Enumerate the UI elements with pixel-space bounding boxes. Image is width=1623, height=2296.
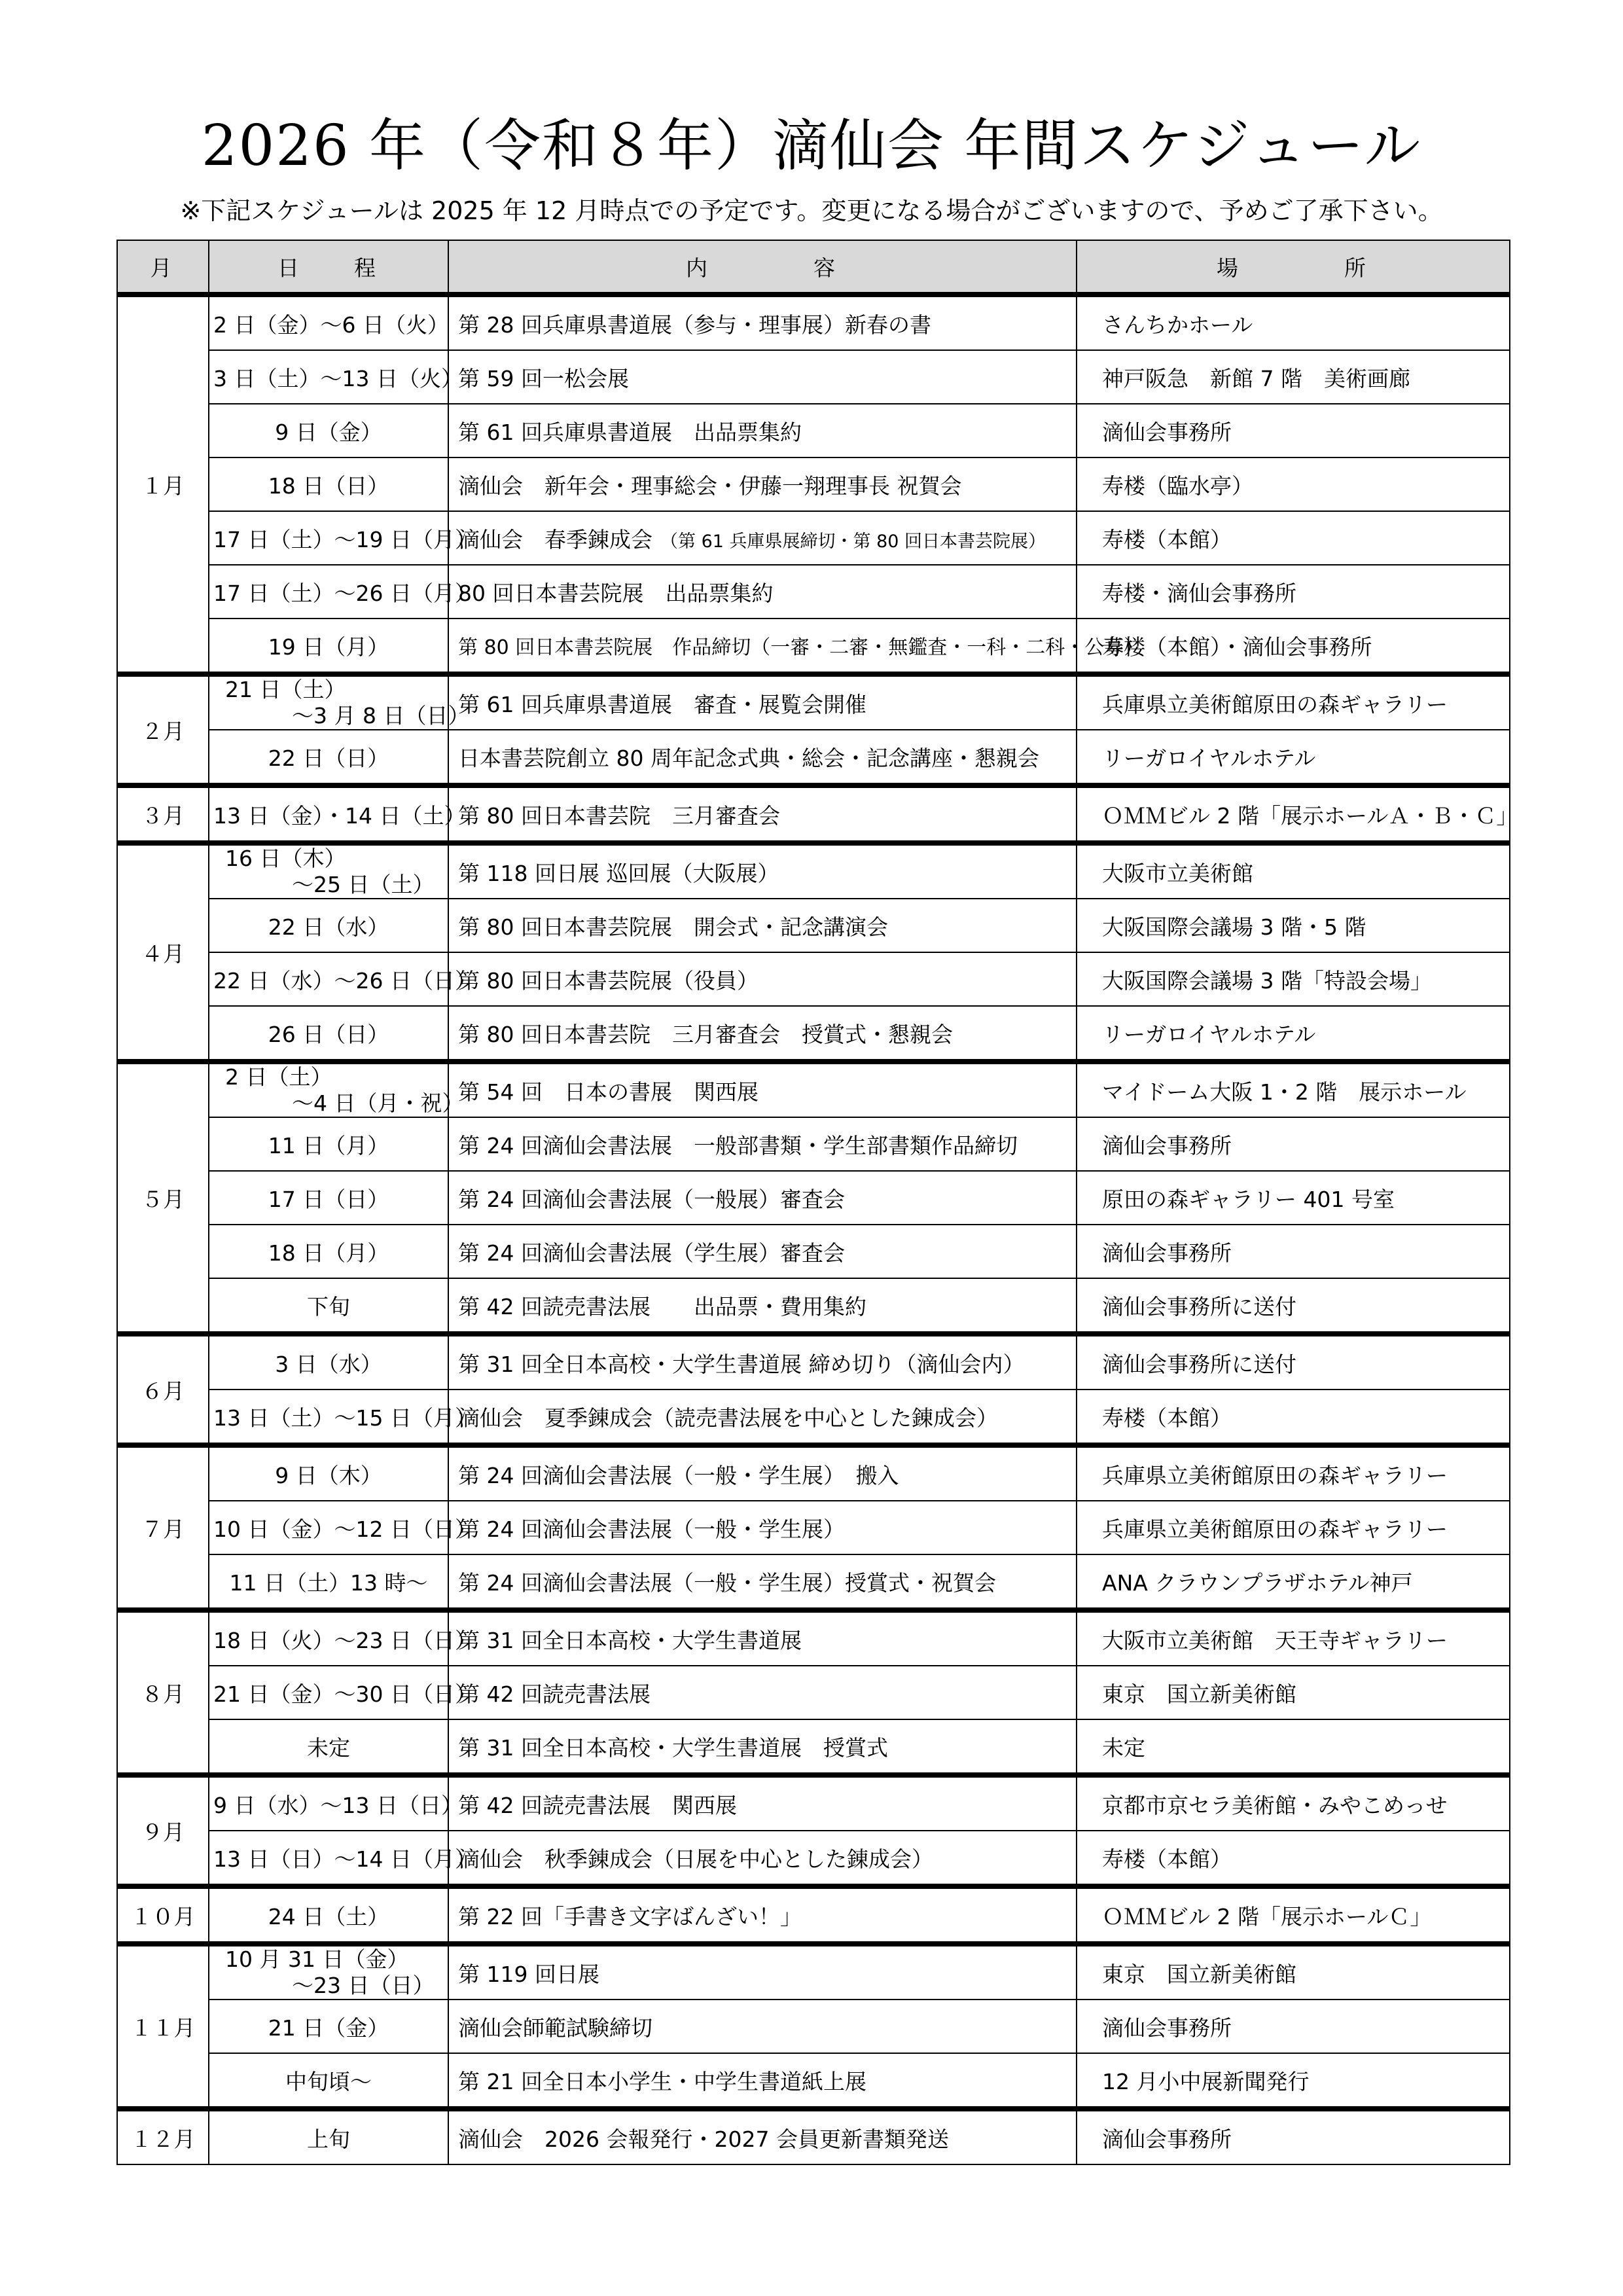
- date-cell: 24 日（土）: [209, 1886, 448, 1944]
- schedule-row: [117, 350, 1510, 404]
- content-text: 第 59 回一松会展: [458, 365, 629, 391]
- content-cell: [448, 295, 1077, 350]
- header-content: 内 容: [448, 240, 1077, 295]
- content-cell: [448, 2053, 1077, 2109]
- content-cell: [448, 785, 1077, 843]
- content-text: 日本書芸院創立 80 周年記念式典・総会・記念講座・懇親会: [458, 745, 1039, 771]
- date-cell: 21 日（金）: [209, 2000, 448, 2053]
- schedule-row: [117, 1445, 1510, 1501]
- date-cell: 13 日（土）～15 日（月）: [209, 1390, 448, 1445]
- date-cell: 9 日（水）～13 日（日）: [209, 1775, 448, 1831]
- schedule-row: [117, 1334, 1510, 1390]
- content-text: 第 31 回全日本高校・大学生書道展 授賞式: [458, 1734, 888, 1761]
- place-cell: 兵庫県立美術館原田の森ギャラリー: [1077, 1501, 1510, 1554]
- schedule-row: [117, 457, 1510, 511]
- schedule-row: [117, 1117, 1510, 1171]
- content-text: 第 61 回兵庫県書道展 審査・展覧会開催: [458, 691, 866, 717]
- month-cell: ５月: [117, 1062, 209, 1334]
- content-cell: [448, 1334, 1077, 1390]
- place-cell: 東京 国立新美術館: [1077, 1944, 1510, 2000]
- date-cell: [209, 1944, 448, 2000]
- content-text: 滴仙会 新年会・理事総会・伊藤一翔理事長 祝賀会: [458, 473, 962, 499]
- schedule-row: [117, 565, 1510, 619]
- schedule-row: [117, 1390, 1510, 1445]
- header-row: [117, 240, 1510, 295]
- month-cell: ６月: [117, 1334, 209, 1445]
- place-cell: 神戸阪急 新館 7 階 美術画廊: [1077, 350, 1510, 404]
- content-cell: [448, 1171, 1077, 1225]
- content-text: 第 42 回読売書法展: [458, 1681, 651, 1707]
- content-text: 第 80 回日本書芸院 三月審査会 授賞式・懇親会: [458, 1021, 953, 1047]
- schedule-row: [117, 1225, 1510, 1278]
- date-cell: 中旬頃～: [209, 2053, 448, 2109]
- content-text: 第 22 回「手書き文字ばんざい！」: [458, 1903, 802, 1929]
- content-subnote: （第 61 兵庫県展締切・第 80 回日本書芸院展）: [660, 531, 1046, 552]
- date-cell: 21 日（金）～30 日（日）: [209, 1666, 448, 1719]
- place-cell: 滴仙会事務所: [1077, 2000, 1510, 2053]
- place-cell: 大阪国際会議場 3 階「特設会場」: [1077, 952, 1510, 1006]
- content-cell: [448, 511, 1077, 565]
- date-cell: 上旬: [209, 2109, 448, 2164]
- place-cell: リーガロイヤルホテル: [1077, 1006, 1510, 1062]
- schedule-row: [117, 952, 1510, 1006]
- date-start: 2 日（土）: [225, 1064, 332, 1090]
- date-cell: 13 日（金）・14 日（土）: [209, 785, 448, 843]
- date-cell: 13 日（日）～14 日（月）: [209, 1831, 448, 1886]
- content-text: 第 61 回兵庫県書道展 出品票集約: [458, 419, 802, 445]
- content-cell: [448, 1554, 1077, 1610]
- month-cell: ９月: [117, 1775, 209, 1886]
- date-cell: 3 日（土）～13 日（火）: [209, 350, 448, 404]
- date-start: 10 月 31 日（金）: [225, 1946, 409, 1972]
- date-end: ～3 月 8 日（日）: [292, 703, 470, 728]
- month-group: [117, 1445, 1510, 1610]
- date-cell: 下旬: [209, 1278, 448, 1334]
- content-text: 第 54 回 日本の書展 関西展: [458, 1079, 758, 1105]
- content-cell: [448, 843, 1077, 899]
- date-cell: 9 日（木）: [209, 1445, 448, 1501]
- schedule-row: [117, 730, 1510, 785]
- place-cell: 寿楼・滴仙会事務所: [1077, 565, 1510, 619]
- date-end: ～23 日（日）: [292, 1973, 435, 1998]
- content-text: 第 28 回兵庫県書道展（参与・理事展）新春の書: [458, 312, 931, 338]
- place-cell: 滴仙会事務所: [1077, 404, 1510, 457]
- content-cell: [448, 1775, 1077, 1831]
- content-text: 第 42 回読売書法展 出品票・費用集約: [458, 1293, 866, 1319]
- place-cell: 滴仙会事務所に送付: [1077, 1278, 1510, 1334]
- content-cell: [448, 1944, 1077, 2000]
- date-end: ～4 日（月・祝）: [292, 1090, 464, 1116]
- place-cell: 大阪市立美術館 天王寺ギャラリー: [1077, 1610, 1510, 1666]
- place-cell: 兵庫県立美術館原田の森ギャラリー: [1077, 1445, 1510, 1501]
- content-text: 第 24 回滴仙会書法展（一般展）審査会: [458, 1186, 845, 1212]
- content-cell: [448, 404, 1077, 457]
- content-cell: [448, 1006, 1077, 1062]
- date-start: 21 日（土）: [225, 677, 346, 702]
- content-cell: [448, 674, 1077, 730]
- schedule-row: [117, 785, 1510, 843]
- schedule-row: [117, 843, 1510, 899]
- schedule-row: [117, 1610, 1510, 1666]
- place-cell: 東京 国立新美術館: [1077, 1666, 1510, 1719]
- place-cell: 寿楼（本館）・滴仙会事務所: [1077, 619, 1510, 674]
- content-text: 第 80 回日本書芸院展 開会式・記念講演会: [458, 914, 888, 940]
- place-cell: マイドーム大阪 1・2 階 展示ホール: [1077, 1062, 1510, 1117]
- schedule-row: [117, 511, 1510, 565]
- schedule-row: [117, 899, 1510, 952]
- schedule-row: [117, 2000, 1510, 2053]
- place-cell: 寿楼（本館）: [1077, 511, 1510, 565]
- schedule-row: [117, 1554, 1510, 1610]
- content-cell: [448, 2000, 1077, 2053]
- place-cell: 原田の森ギャラリー 401 号室: [1077, 1171, 1510, 1225]
- schedule-row: [117, 1171, 1510, 1225]
- content-cell: [448, 899, 1077, 952]
- header-place: 場 所: [1077, 240, 1510, 295]
- content-cell: [448, 1610, 1077, 1666]
- content-text: 80 回日本書芸院展 出品票集約: [458, 580, 774, 606]
- content-text: 第 80 回日本書芸院展 作品締切（一審・二審・無鑑査・一科・二科・公募）: [458, 636, 1144, 659]
- date-cell: 3 日（水）: [209, 1334, 448, 1390]
- place-cell: 寿楼（本館）: [1077, 1390, 1510, 1445]
- schedule-row: [117, 619, 1510, 674]
- date-cell: [209, 1062, 464, 1117]
- date-cell: 22 日（水）～26 日（日）: [209, 952, 448, 1006]
- schedule-row: [117, 1944, 1510, 2000]
- month-group: [117, 785, 1518, 843]
- place-cell: 滴仙会事務所: [1077, 2109, 1510, 2164]
- content-cell: [448, 2109, 1077, 2164]
- content-text: 第 24 回滴仙会書法展（学生展）審査会: [458, 1240, 845, 1266]
- content-text: 第 119 回日展: [458, 1961, 599, 1987]
- place-cell: 滴仙会事務所: [1077, 1117, 1510, 1171]
- place-cell: ＯＭＭビル 2 階「展示ホールＡ・Ｂ・Ｃ」: [1077, 785, 1510, 843]
- month-group: [117, 1610, 1510, 1775]
- place-cell: 大阪市立美術館: [1077, 843, 1510, 899]
- content-cell: [448, 1831, 1077, 1886]
- date-cell: 17 日（日）: [209, 1171, 448, 1225]
- schedule-row: [117, 1062, 1510, 1117]
- month-cell: ３月: [117, 785, 209, 843]
- date-cell: 17 日（土）～19 日（月）: [209, 511, 448, 565]
- content-cell: [448, 1501, 1077, 1554]
- place-cell: 寿楼（本館）: [1077, 1831, 1510, 1886]
- content-cell: [448, 730, 1077, 785]
- content-text: 第 80 回日本書芸院展（役員）: [458, 967, 758, 994]
- place-cell: さんちかホール: [1077, 295, 1510, 350]
- month-group: [117, 1944, 1510, 2109]
- place-cell: ＯＭＭビル 2 階「展示ホールＣ」: [1077, 1886, 1510, 1944]
- content-cell: [448, 1666, 1077, 1719]
- content-text: 滴仙会 春季錬成会: [458, 526, 652, 552]
- page-title: 2026 年（令和８年）滴仙会 年間スケジュール: [201, 113, 1422, 179]
- place-cell: リーガロイヤルホテル: [1077, 730, 1510, 785]
- place-cell: 滴仙会事務所: [1077, 1225, 1510, 1278]
- content-cell: [448, 457, 1077, 511]
- date-cell: 19 日（月）: [209, 619, 448, 674]
- content-text: 第 80 回日本書芸院 三月審査会: [458, 802, 780, 829]
- month-cell: ８月: [117, 1610, 209, 1775]
- date-cell: 11 日（月）: [209, 1117, 448, 1171]
- content-cell: [448, 1225, 1077, 1278]
- month-cell: ４月: [117, 843, 209, 1062]
- date-cell: [209, 843, 448, 899]
- content-text: 第 24 回滴仙会書法展（一般・学生展）授賞式・祝賀会: [458, 1570, 996, 1596]
- schedule-row: [117, 1278, 1510, 1334]
- content-cell: [448, 1062, 1077, 1117]
- date-cell: 18 日（日）: [209, 457, 448, 511]
- content-text: 第 21 回全日本小学生・中学生書道紙上展: [458, 2068, 866, 2094]
- content-cell: [448, 619, 1144, 674]
- content-text: 第 24 回滴仙会書法展（一般・学生展） 搬入: [458, 1462, 899, 1488]
- date-cell: 22 日（水）: [209, 899, 448, 952]
- schedule-note: ※下記スケジュールは 2025 年 12 月時点での予定です。変更になる場合がございますので、予めご了承下さい。: [180, 196, 1443, 225]
- content-cell: [448, 1886, 1077, 1944]
- schedule-row: [117, 1775, 1510, 1831]
- content-text: 第 31 回全日本高校・大学生書道展 締め切り（滴仙会内）: [458, 1351, 1025, 1377]
- place-cell: 12 月小中展新聞発行: [1077, 2053, 1510, 2109]
- content-text: 滴仙会 2026 会報発行・2027 会員更新書類発送: [458, 2126, 949, 2152]
- content-text: 滴仙会師範試験締切: [458, 2015, 652, 2041]
- schedule-row: [117, 1831, 1510, 1886]
- date-cell: 9 日（金）: [209, 404, 448, 457]
- content-text: 第 118 回日展 巡回展（大阪展）: [458, 860, 779, 886]
- schedule-row: [117, 1719, 1510, 1775]
- month-cell: １１月: [117, 1944, 209, 2109]
- content-text: 滴仙会 夏季錬成会（読売書法展を中心とした錬成会）: [458, 1405, 998, 1431]
- month-group: [117, 295, 1510, 674]
- content-text: 第 42 回読売書法展 関西展: [458, 1792, 737, 1818]
- place-cell: 京都市京セラ美術館・みやこめっせ: [1077, 1775, 1510, 1831]
- date-cell: [209, 674, 470, 730]
- place-cell: 滴仙会事務所に送付: [1077, 1334, 1510, 1390]
- schedule-row: [117, 1886, 1510, 1944]
- date-cell: 2 日（金）～6 日（火）: [209, 295, 448, 350]
- month-group: [117, 843, 1510, 1062]
- month-cell: １月: [117, 295, 209, 674]
- month-cell: ７月: [117, 1445, 209, 1610]
- date-cell: 10 日（金）～12 日（日）: [209, 1501, 448, 1554]
- schedule-row: [117, 295, 1510, 350]
- schedule-row: [117, 1006, 1510, 1062]
- date-cell: 未定: [209, 1719, 448, 1775]
- month-group: [117, 1775, 1510, 1886]
- date-cell: 26 日（日）: [209, 1006, 448, 1062]
- content-cell: [448, 1117, 1077, 1171]
- month-cell: ２月: [117, 674, 209, 785]
- content-cell: [448, 1445, 1077, 1501]
- date-cell: 22 日（日）: [209, 730, 448, 785]
- place-cell: 未定: [1077, 1719, 1510, 1775]
- month-group: [117, 1062, 1510, 1334]
- schedule-row: [117, 2053, 1510, 2109]
- place-cell: ANA クラウンプラザホテル神戸: [1077, 1554, 1510, 1610]
- schedule-row: [117, 674, 1510, 730]
- content-cell: [448, 1390, 1077, 1445]
- header-date: 日 程: [209, 240, 448, 295]
- place-cell: 大阪国際会議場 3 階・5 階: [1077, 899, 1510, 952]
- content-text: 第 24 回滴仙会書法展（一般・学生展）: [458, 1516, 845, 1542]
- month-cell: １０月: [117, 1886, 209, 1944]
- date-cell: 11 日（土）13 時～: [209, 1554, 448, 1610]
- place-cell: 寿楼（臨水亭）: [1077, 457, 1510, 511]
- schedule-row: [117, 404, 1510, 457]
- date-cell: 18 日（火）～23 日（日）: [209, 1610, 448, 1666]
- schedule-row: [117, 2109, 1510, 2164]
- month-group: [117, 674, 1510, 785]
- schedule-table: [116, 240, 1518, 2165]
- content-text: 滴仙会 秋季錬成会（日展を中心とした錬成会）: [458, 1846, 933, 1872]
- content-text: 第 24 回滴仙会書法展 一般部書類・学生部書類作品締切: [458, 1132, 1018, 1158]
- schedule-row: [117, 1666, 1510, 1719]
- month-group: [117, 1886, 1510, 1944]
- date-start: 16 日（木）: [225, 846, 346, 871]
- schedule-row: [117, 1501, 1510, 1554]
- month-group: [117, 2109, 1510, 2164]
- content-cell: [448, 952, 1077, 1006]
- content-cell: [448, 350, 1077, 404]
- content-text: 第 31 回全日本高校・大学生書道展: [458, 1627, 802, 1653]
- content-cell: [448, 1719, 1077, 1775]
- place-cell: 兵庫県立美術館原田の森ギャラリー: [1077, 674, 1510, 730]
- date-end: ～25 日（土）: [292, 872, 435, 897]
- month-cell: １２月: [117, 2109, 209, 2164]
- date-cell: 17 日（土）～26 日（月）: [209, 565, 448, 619]
- content-cell: [448, 565, 1077, 619]
- month-group: [117, 1334, 1510, 1445]
- date-cell: 18 日（月）: [209, 1225, 448, 1278]
- header-month: 月: [117, 240, 209, 295]
- content-cell: [448, 1278, 1077, 1334]
